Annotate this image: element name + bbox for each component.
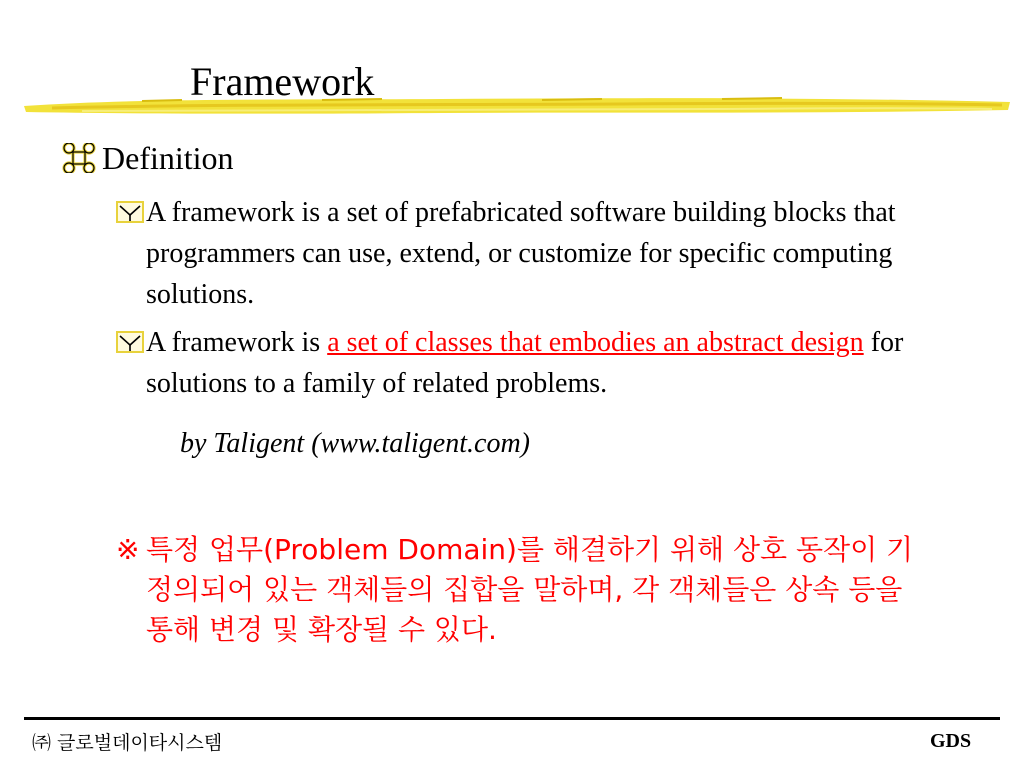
footer-divider bbox=[24, 717, 1000, 720]
sub-bullet-framework-definition bbox=[116, 192, 956, 315]
korean-note bbox=[116, 530, 936, 650]
reference-mark-icon: ※ bbox=[116, 533, 140, 566]
sub-bullet-text bbox=[116, 322, 956, 404]
source-byline: by Taligent (www.taligent.com) bbox=[180, 428, 530, 459]
bullet-definition bbox=[62, 138, 234, 178]
sub-bullet-suffix: for solutions to a family of related problems. bbox=[146, 327, 904, 399]
checkbox-y-icon bbox=[116, 201, 144, 223]
highlighted-definition-link[interactable]: a set of classes that embodies an abstract design bbox=[327, 327, 864, 358]
command-key-icon bbox=[62, 143, 96, 173]
sub-bullet-framework-classes bbox=[116, 322, 956, 404]
checkbox-y-icon bbox=[116, 331, 144, 353]
bullet-definition-label: Definition bbox=[102, 140, 234, 176]
sub-bullet-text: A framework is a set of prefabricated software building blocks that programmers can use, extend, or customize for specific computing solutions. bbox=[146, 197, 896, 310]
sub-bullet-prefix: A framework is bbox=[146, 327, 328, 358]
footer-company-name: ㈜ 글로벌데이타시스템 bbox=[32, 732, 223, 754]
title-underline-brush bbox=[22, 88, 1012, 124]
slide-title: Framework bbox=[190, 59, 375, 104]
korean-note-text: 특정 업무(Problem Domain)를 해결하기 위해 상호 동작이 기정의되어 있는 객체들의 집합을 말하며, 각 객체들은 상속 등을 통해 변경 및 확장될 수 있다. bbox=[146, 533, 914, 646]
footer-logo-text: GDS bbox=[930, 730, 972, 752]
